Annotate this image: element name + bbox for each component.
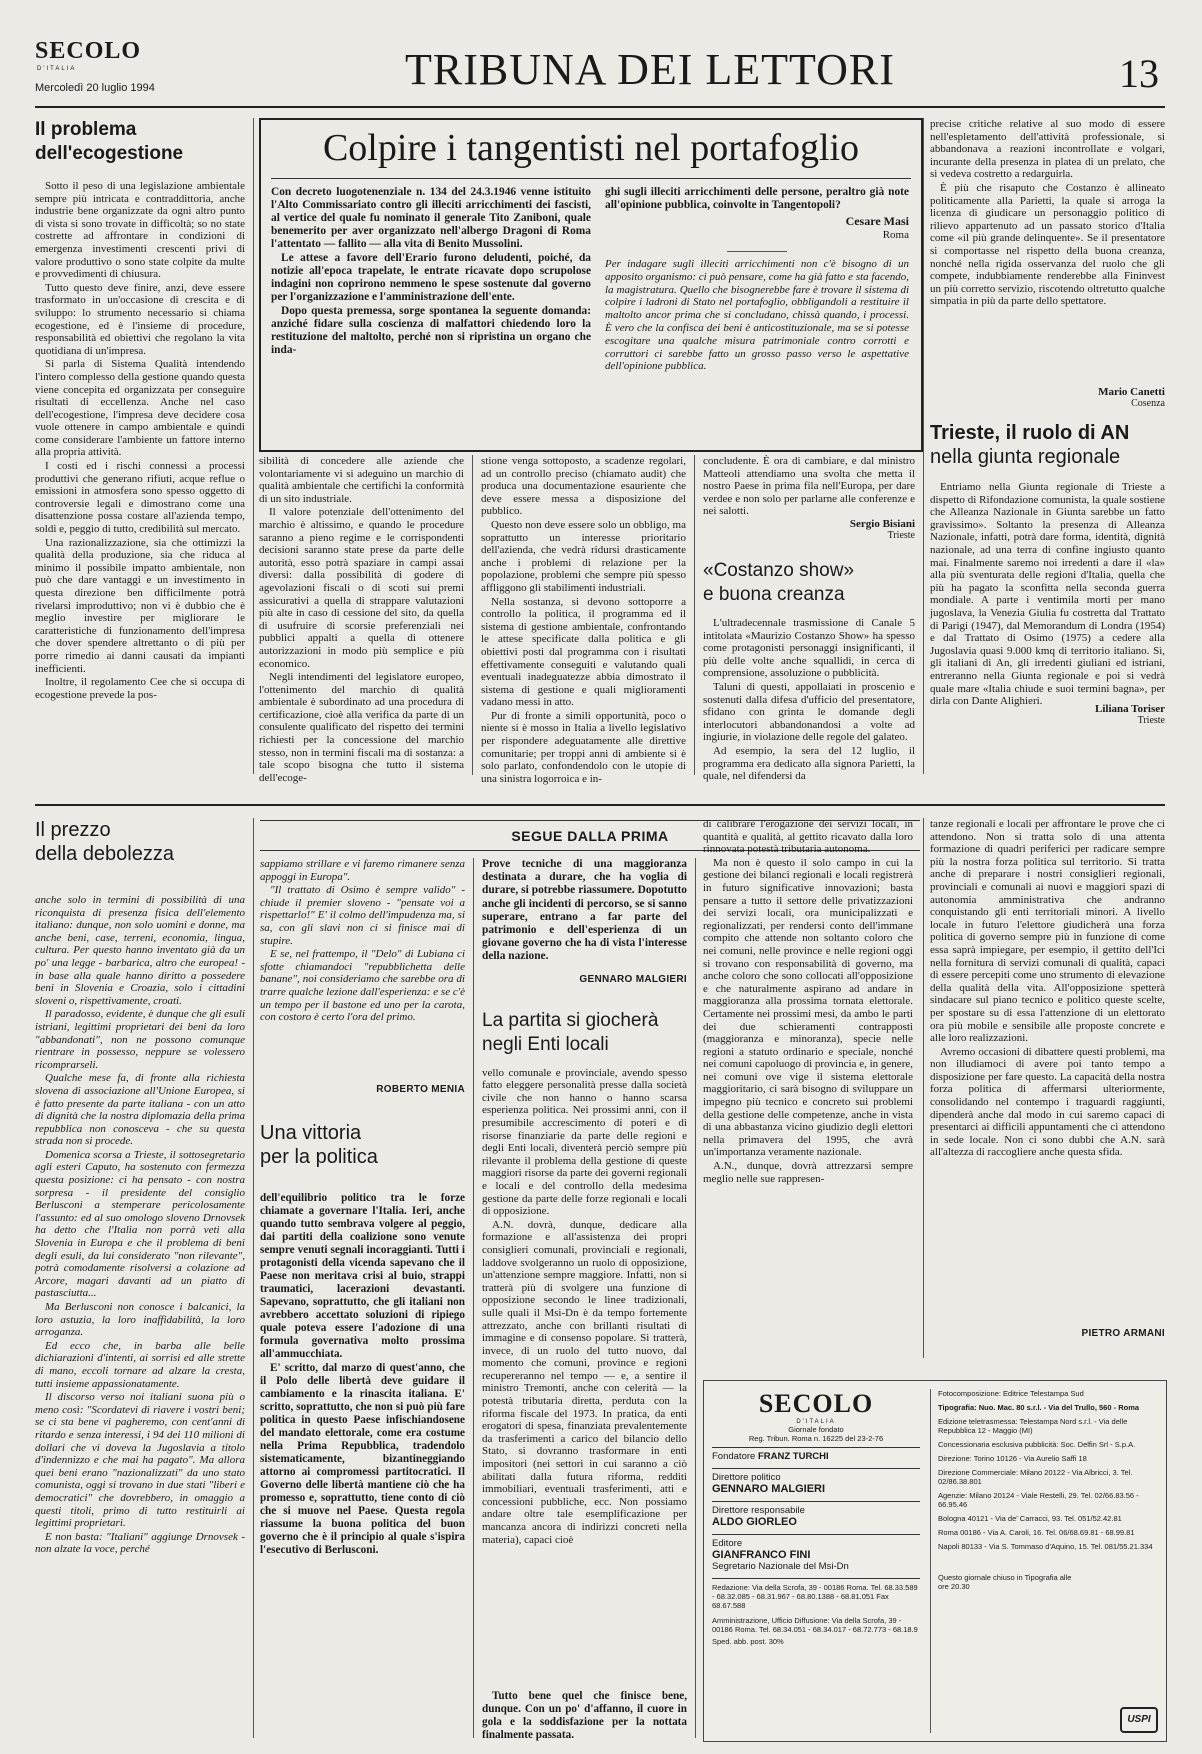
imprint-fondatore [712,1451,920,1462]
imprint-amministrazione: Amministrazione, Ufficio Diffusione: Via della Scrofa, 39 - 00186 Roma. Tel. 68.34.051 - 68.34.017 - 68.72.773 - 68.18.9 [712,1616,918,1634]
imprint-rule [712,1534,920,1535]
editore-label: Editore [712,1538,743,1549]
paragraph: È più che risaputo che Costanzo è allineato politicamente alla Parietti, la quale si arroga la licenza di giudicare un personaggio politico di rilievo appartenuto ad un passato storico d'Italia come «il più grande delinquente». Se il presentatore si comportasse nel rispetto della buona creanza, nonché nella rigida osservanza del ruolo che gli compete, indubbiamente renderebbe alla Fininvest un più corretto servizio, riscotendo oltretutto qualche simpatia in più da parte dello spettatore. [930,181,1165,308]
headline-enti-1: La partita si giocherà [482,1009,659,1031]
paragraph: E se, nel frattempo, il "Delo" di Lubiana ci sfotte chiamandoci "repubblichetta delle banane", noi consideriamo che sarebbe ora di trarre qualche lezione dall'esperienza: e se c'è un tempo per il bastone ed uno per la carota, con costoro è certo l'ora del primo. [260,948,465,1024]
column-rule [253,818,254,1738]
dir-resp-name: ALDO GIORLEO [712,1516,797,1528]
body-prove: Prove tecniche di una maggioranza destinata a durare, che ha voglia di durare, si potrebbe riassumere. Dopotutto anche gli incidenti di percorso, se si sanno superare, entrano a far parte del patrimonio e dell'esperienza di un giovane governo che ha di vista l'interesse della nazione. [482,858,687,963]
paragraph: Ma non è questo il solo campo in cui la gestione dei bilanci regionali e locali registrerà in futuro significative innovazioni; basta pensare a tutto il settore delle privatizzazioni dei servizi locali, ora municipalizzati e regionalizzati, per rendersi conto dell'immane compito che attende non soltanto coloro che nei comuni, nelle province e nelle regioni oggi si trovano con responsabilità di governo, ma anche coloro che sono collocati all'opposizione e che naturalmente aspirano ad andare in maggioranza alla prossima tornata elettorale. Certamente nei prossimi mesi, da ambo le parti dei due schieramenti contrapposti (maggioranza e minoranza), specie nelle regioni a statuto ordinario e speciale, nonché nei comuni capoluogo di provincia e, in genere, nei comuni ove vige il sistema elettorale maggioritario, ci sarà bisogno di sviluppare un impegno più tecnico e concreto sui problemi della gestione delle competenze, anche in vista di una abbastanza vicino giudizio degli elettori nella primavera del 1995, che avrà un'importanza veramente nazionale. [703,856,913,1159]
signature-toriser: Liliana Toriser [1095,703,1165,715]
column-enti [482,858,687,1743]
paragraph: Dopo questa premessa, sorge spontanea la seguente domanda: anziché fidare sulla coscienza di malfattori chiedendo loro la restituzione del maltolto, perché non si ripristina un organo che inda- [271,305,591,356]
imprint-rule [712,1578,920,1579]
paragraph: Qualche mese fa, di fronte alla richiesta slovena di associazione all'Unione Europea, si è fatto presente da parte italiana - con un atto di dignità che la nostra diplomazia della prima repubblica non conosceva - che su questa strada non si procede. [35,1072,245,1148]
paragraph: Negli intendimenti del legislatore europeo, l'ottenimento del marchio di qualità ambientale è subordinato ad una procedura di certificazione, cioè alla verifica da parte di un consulente qualificato del rispetto dei termini richiesti per la concessione del marchio stesso, non in termini fiscali ma di sostanza: a tale scopo bisogna che tutto il sistema dell'ecoge- [259,671,464,784]
page-number: 13 [1119,51,1159,96]
lead-right: ghi sugli illeciti arricchimenti delle persone, peraltro già note all'opinione pubblica, coinvolte in Tangentopoli? [605,186,909,211]
paragraph: Sotto il peso di una legislazione ambientale sempre più intricata e contraddittoria, anche industrie bene organizzate da ogni altro punto di vista si sono trovate in difficoltà; so no state costrette ad affrontare in condizioni di emergenza investimenti crescenti privi di valore produttivo o sono state colpite da multe e provvedimenti di chiusura. [35,180,245,281]
paragraph: L'ultradecennale trasmissione di Canale 5 intitolata «Maurizio Costanzo Show» ha spesso come protagonisti personaggi insignificanti, il più delle volte anche squallidi, in cerca di comprensione, assoluzione o pubblicità. [703,616,915,680]
fondatore-label: Fondatore [712,1451,756,1462]
paragraph: sappiamo strillare e vi faremo rimanere senza appoggi in Europa". [260,858,465,883]
dir-resp-label: Direttore responsabile [712,1505,805,1516]
paragraph: Il paradosso, evidente, è dunque che gli esuli istriani, legittimi proprietari dei beni da loro "abbandonati", non ne possono comunque rientrare in possesso, neppure se volessero ricomprarseli. [35,1008,245,1071]
paragraph: di calibrare l'erogazione dei servizi locali, in quantità e qualità, al gettito ricavato dalla loro rinnovata potestà tributaria autonoma. [703,818,913,856]
city-trieste-2: Trieste [1137,715,1165,726]
section-divider [35,804,1165,806]
headline-vittoria-2: per la politica [260,1146,378,1168]
paragraph: Una razionalizzazione, sia che ottimizzi la qualità della produzione, sia che riduca al minimo il possibile impatto ambientale, non può che dare vantaggi e un investimento in questa direzione ben difficilmente potrà rivelarsi improduttivo; non vi è dubbio che è meglio investire per migliorare le caratteristiche di funzionamento dell'impresa che dover spendere altrettanto o di più per porre rimedio ai danni causati da impianti inefficienti. [35,536,245,675]
issue-date: Mercoledì 20 luglio 1994 [35,82,155,94]
paragraph: Il discorso verso noi italiani suona più o meno così: "Scordatevi di riavere i vostri beni; se ci sta bene vi pagheremo, con cent'anni di ritardo e senza interessi, i 94 dei 110 milioni di dollari che vi doveva la Jugoslavia a titolo d'indennizzo e che mai ha pagato". Ma allora quei beni erano "nazionalizzati" da uno stato comunista, oggi si trovano in due stati "liberi e democratici" che dovrebbero, in omaggio a questi titoli, primo di tutto restituirli ai legittimi proprietari. [35,1391,245,1530]
headline-trieste-1: Trieste, il ruolo di AN [930,422,1130,444]
column-rule [695,858,696,1738]
headline-costanzo-1: «Costanzo show» [703,559,855,581]
paragraph: Con decreto luogotenenziale n. 134 del 24.3.1946 venne istituito l'Alto Commissariato contro gli illeciti arricchimenti dei fascisti, al vertice del quale fu nominato il generale Tito Zaniboni, quale benemerito per aver organizzato nell'albergo Dragoni di Roma l'attentato — fallito — alla vita di Benito Mussolini. [271,186,591,250]
masthead-logo: SECOLO [35,38,142,64]
column-rule [694,455,695,775]
paragraph: vello comunale e provinciale, avendo spesso fatto eleggere personalità presse dalla società civile che non hanno o hanno scarsa esperienza politica. Nei prossimi anni, con il presumibile accrescimento di poteri e di risorse finanziarie da parte delle regioni e degli Enti locali, diventerà perciò sempre più rilevante il problema della gestione di queste maggiori risorse da parte dei governi regionali e locali e del controllo della medesima gestione da parte delle forze regionali e locali di opposizione. [482,1066,687,1218]
paragraph: A.N., dunque, dovrà attrezzarsi sempre meglio nelle sue rappresen- [703,1160,913,1185]
article-trieste-column [930,118,1165,778]
paragraph: Inoltre, il regolamento Cee che si occupa di ecogestione prevede la pos- [35,676,245,701]
lead-left [271,186,591,444]
paragraph: Le attese a favore dell'Erario furono deludenti, poiché, da notizie all'epoca trapelate, le entrate ricavate dopo scrupolose indagini non coprirono nemmeno le spese sostenute dal governo per l'organizzazione e l'amministrazione dell'ente. [271,252,591,303]
ecogestione-cont-1 [259,455,464,784]
headline-tangentisti: Colpire i tangentisti nel portafoglio [322,127,860,169]
paragraph: "Il trattato di Osimo è sempre valido" - chiude il premier sloveno - "pensate voi a rispettarlo!" E' il colmo dell'impudenza ma, si sa, con gli slavi non ci si finisce mai di stupire. [260,884,465,947]
imprint-line: Fotocomposizione: Editrice Telestampa Sud [938,1389,1084,1398]
segue-label: SEGUE DALLA PRIMA [511,828,669,844]
imprint-rule [712,1468,920,1469]
imprint-redazione: Redazione: Via della Scrofa, 39 - 00186 Roma. Tel. 68.33.589 - 68.32.085 - 68.31.967 - 68.80.1388 - 68.81.051 Fax 68.67.588 [712,1583,918,1610]
signature-masi: Cesare Masi [845,214,909,228]
dir-pol-label: Direttore politico [712,1472,781,1483]
paragraph: Avremo occasioni di dibattere questi problemi, ma non illudiamoci di avere poi tanto tempo a disposizione per fare questo. La capacità della nostra forza politica di affermarsi ulteriormente, consolidando nel contempo i traguardi raggiunti, dipenderà anche dal modo in cui saremo capaci di presentarci ai difficili appuntamenti che ci attendono in sede locale. Non ci sono dubbi che A.N. sarà all'altezza di raccogliere anche questa sfida. [930,1045,1165,1159]
headline-ecogestione-2: dell'ecogestione [35,143,184,164]
imprint-reg: Reg. Tribun. Roma n. 16225 del 23-2-76 [748,1434,884,1443]
paragraph: E non basta: "Italiani" aggiunge Drnovsek - non alzate la voce, perché [35,1530,245,1556]
imprint-logo-sub: D'ITALIA [796,1419,836,1425]
imprint-line: Bologna 40121 - Via de' Carracci, 93. Tel. 051/52.42.81 [938,1514,1122,1523]
body-enti [482,1067,687,1647]
headline-trieste-2: nella giunta regionale [930,446,1121,468]
article-ecogestione [35,118,245,778]
imprint-box [703,1380,1167,1742]
paragraph: I costi ed i rischi connessi a processi produttivi che generano rifiuti, acque reflue o emissioni in atmosfera sono spesso oggetto di controversie legali e dimostrano come una disattenzione possa costare all'azienda tempo, soldi e, peggio di tutto, credibilità sul mercato. [35,460,245,536]
paragraph: Il valore potenziale dell'ottenimento del marchio è altissimo, e quando le procedure saranno a pieno regime e le corrispondenti decisioni saranno state prese da parte delle autorità, esso potrà spaziare in campi assai diversi: dalla possibilità di godere di agevolazioni fiscali o di scoti sui premi assicurativi a quella di strappare valutazioni più alte in caso di cessione del sito, da quella di usufruire di scorsie preferenziali nei pubblici appalti a quella di ottenere autorizzazioni in modo più semplice e più economico. [259,506,464,670]
imprint-line: Agenzie: Milano 20124 - Viale Restelli, 29. Tel. 02/66.83.56 - 66.95.46 [938,1491,1139,1509]
column-rule [923,818,924,1358]
column-rule [253,118,254,774]
imprint-rule [712,1501,920,1502]
paragraph: Ad esempio, la sera del 12 luglio, il programma era dedicato alla signora Parietti, la quale, nel difendersi da [703,744,915,783]
signature-canetti: Mario Canetti [1098,386,1165,398]
headline-debolezza-2: della debolezza [35,843,174,865]
paragraph: dell'equilibrio politico tra le forze chiamate a governare l'Italia. Ieri, anche quando tutto sembrava volgere al peggio, dai partiti della coalizione sono venute sempre venuti segnali incoraggianti. Tutti i protagonisti della vicenda sapevano che il Paese non meritava crisi al buio, strappi traumatici, lacerazioni devastanti. Sapevano, soprattutto, che gli italiani non avrebbero accettato soluzioni di ripiego quale poteva essere l'adozione di una formula governativa molto prossima all'ammucchiata. [260,1192,465,1360]
article-costanzo-column [703,455,915,783]
imprint-line: Napoli 80133 - Via S. Tommaso d'Aquino, 15. Tel. 081/55.21.334 [938,1542,1153,1551]
body-vittoria-2 [482,1690,687,1740]
body-armani [930,818,1165,1328]
ecogestione-conclusion: concludente. È ora di cambiare, e dal ministro Matteoli attendiamo una svolta che metta il nostro Paese in prima fila nell'Europa, per dare verdee e non solo per parlarne alle conferenze e nei salotti. [703,455,915,518]
paragraph: precise critiche relative al suo modo di essere nell'espletamento dell'attività professionale, si abbandonava a reazioni incontrollate e volgari, incurante della presenza in platea di un prelato, che si vedeva costretto a redarguirla. [930,118,1165,181]
signature-bisiani: Sergio Bisiani [849,517,915,530]
paragraph: Ed ecco che, in barba alle belle dichiarazioni d'intenti, ai sorrisi ed alle strette di mano, eccoli tornare ad alzare la cresta, tutti insieme appassionatamente. [35,1339,245,1390]
paragraph: Nella sostanza, si devono sottoporre a controllo la politica, il programma ed il sistema di gestione ambientale, confrontando le attese specificate dalla politica e gli obiettivi posti dal programma con i risultati effettivamente conseguiti e valutando quali eventuali inadeguatezze abbia dimostrato il sistema di gestione e quali miglioramenti vadano messi in atto. [481,595,686,709]
city-cosenza: Cosenza [1131,398,1165,409]
editor-reply: Per indagare sugli illeciti arricchimenti non c'è bisogno di un apposito organismo: ci può pensare, come ha già fatto e sta facendo, la magistratura. Quello che bisognerebbe fare è trovare il sistema di colpire i ladroni di Stato nel portafoglio, obbligandoli a restituire il maltolto ancor prima che si concludano, chissà quando, i processi. È vero che la confisca dei beni è anticostituzionale, ma se si potesse escogitare una qualche misura patrimoniale contro corrotti e corruttori ci sarebbe fatto un grosso passo verso le aspettative dell'opinione pubblica. [605,258,909,373]
imprint-line: Direzione: Torino 10126 - Via Aurelio Saffi 18 [938,1454,1087,1463]
article-debolezza [35,818,245,1743]
body-trieste: Entriamo nella Giunta regionale di Trieste a dispetto di Rifondazione comunista, la quale sostiene che Alleanza Nazionale in Giunta sarebbe un fatto gravissimo». Soltanto la presenza di Alleanza Nazionale, infatti, potrà dare forma, identità, dignità nazionale, ad una terra di confine ingiusto quanto mai. Finalmente saremo noi irredenti a dare il «la» alla più sventurata delle regioni d'Italia, quella che più ha pagato la sconfitta nella seconda guerra mondiale. A parte i ventimila morti per mano jugoslava, la Venezia Giulia fu costretta dal Trattato di Parigi (1947), dal Memorandum di Londra (1954) e dal Trattato di Osimo (1975) a cedere alla Jugoslavia quasi 9.000 kmq di territorio italiano. Sì, gli italiani di An, gli irredenti giuliani ed istriani, entreranno nella Giunta regionale e poi si vedrà quale mare «Italia chiude e suoi termini bagna», per dirla con Dante Alighieri. [930,481,1165,708]
signature-armani: PIETRO ARMANI [1081,1328,1165,1339]
ecogestione-cont-2 [481,455,686,785]
paragraph: Si parla di Sistema Qualità intendendo l'intero complesso della gestione quando questa viene concepita ed organizzata per conseguire risultati di eccellenza. Anche nel caso dell'ecogestione, l'impresa deve decidere cosa vuole ottenere in campo ambientale e quindi come considerare l'ambiente un fattore interno alla propria attività. [35,358,245,459]
paragraph: Taluni di questi, appollaiati in proscenio e sostenuti dalla difesa d'ufficio del presentatore, sfidano con grinta le domande degli interlocutori abbandonandosi a volte ad ingiurie, in violazione delle regole del galateo. [703,680,915,744]
city-trieste: Trieste [887,529,915,541]
imprint-rule [712,1447,920,1448]
editore-role: Segretario Nazionale del Msi-Dn [712,1561,849,1572]
paragraph: E' scritto, dal marzo di quest'anno, che il Polo delle libertà deve guidare il cambiamento e la rinascita italiana. E' scritto, soprattutto, che non si può più fare politica in questo Paese infischiandosene del mandato elettorale, come era costume nella Prima Repubblica, tradendolo sistematicamente, bizantineggiando attorno ai compromessi partitocratici. Il Governo delle libertà mantiene ciò che ha promesso e, soprattutto, tiene conto di ciò che si muove nel Paese. Questa regola riassume la buona politica del buon governo che è il principio al quale s'ispira l'esecutivo di Berlusconi. [260,1362,465,1556]
imprint-rule-v [930,1389,931,1733]
imprint-line: Direzione Commerciale: Milano 20122 - Via Albricci, 3. Tel. 02/86.38.801 [938,1468,1133,1486]
body-debolezza-cont [260,858,465,1084]
body-costanzo [703,616,915,783]
headline-ecogestione-1: Il problema [35,119,137,140]
imprint-line: Tipografia: Nuo. Mac. 80 s.r.l. - Via del Trullo, 560 - Roma [938,1403,1140,1412]
title-rule [271,178,911,179]
body-debolezza [35,894,245,1744]
dir-pol-name: GENNARO MALGIERI [712,1483,826,1495]
paragraph: Questo non deve essere solo un obbligo, ma soprattutto un interesse prioritario dell'azienda, che vedrà ridursi drasticamente anche i problemi di relazione per la popolazione, problemi che sempre più spesso affliggono gli stabilimenti industriali. [481,518,686,594]
column-rule [473,858,474,1738]
reply-rule [727,251,787,252]
body-enti-cont [703,818,913,1378]
paragraph: sibilità di concedere alle aziende che volontariamente vi si adeguino un marchio di qualità ambientale che certifichi la conformità di un sito industriale. [259,455,464,505]
imprint-line: Roma 00186 - Via A. Caroli, 16. Tel. 06/68.69.81 - 68.99.81 [938,1528,1135,1537]
paragraph: Pur di fronte a simili opportunità, poco o niente si è mosso in Italia a livello legislativo per rispondere adeguatamente alle direttive comunitarie; per troppi anni di ambiente si è solo parlato, confondendolo con le utopie di una sinistra logorroica e in- [481,709,686,785]
imprint-logo: SECOLO [758,1389,874,1418]
section-title: TRIBUNA DEI LETTORI [405,45,895,94]
signature-menia: ROBERTO MENIA [376,1084,465,1095]
masthead-logo-sub: D'ITALIA [37,66,77,72]
masthead [35,34,1165,104]
city-roma: Roma [882,229,909,241]
headline-enti-2: negli Enti locali [482,1033,609,1055]
headline-debolezza-1: Il prezzo [35,819,111,841]
uspi-badge: USPI [1120,1707,1158,1733]
imprint-line: Concessionaria esclusiva pubblicità: Soc. Delfin Srl - S.p.A. [938,1440,1136,1449]
body-costanzo-cont [930,118,1165,386]
paragraph: anche solo in termini di possibilità di una riconquista di presenza fisica dell'elemento italiano: dunque, non solo uomini e donne, ma anche beni, case, terreni, economia, lingua, cultura. Per questo hanno inventato già da un po' una legge - barbarica, altro che europea! - in base alla quale hanno diritto a possedere beni in Slovenia e Croazia, solo i cittadini sloveni o, rispettivamente, croati. [35,894,245,1007]
imprint-spedizione: Sped. abb. post. 30% [712,1637,784,1646]
paragraph: Domenica scorsa a Trieste, il sottosegretario agli esteri Caputo, ha sostenuto con fermezza questa posizione: ci ha pensato - con nostra sorpresa - il presidente del consiglio Berlusconi a stemperare pericolosamente l'assunto: ed al suo omologo sloveno Drnovsek ha detto che l'Italia non porrà veti alla Slovenia in Europa e che il problema di beni degli esuli, da lui considerato "non rilevante", potrà comodamente risolversi a colazione ad Arcore, magari davanti ad un piatto di pastasciutta... [35,1148,245,1300]
paragraph: tanze regionali e locali per affrontare le prove che ci attendono. Non si tratta solo di una attenta formazione di quadri periferici per radicare sempre più la nostra forza politica sul territorio. Si tratta anche di preparare i nostri consiglieri regionali, provinciali e comunali ai nuovi e maggiori spazi di autonomia amministrativa che andranno conquistando gli enti territoriali minori. A livello locale in futuro l'elettore giudicherà una forza politica di governo sempre più in funzione di come essa saprà impiegare, per esempio, il gettito dell'Ici nella fornitura di servizi comunali di qualità, capaci di essere percepiti come uno strumento di elevazione della qualità della vita. All'opposizione spetterà sindacare sul piano tecnico e politico queste scelte, per spostare su di essa l'attenzione di un elettorato ora più mobile e sensibile alle proposte concrete e alle loro realizzazioni. [930,818,1165,1045]
imprint-subtitle: Giornale fondato [788,1425,844,1434]
headline-costanzo-2: e buona creanza [703,583,845,605]
fondatore-name: FRANZ TURCHI [757,1451,829,1462]
column-armani [930,818,1165,1363]
imprint-left [712,1389,920,1646]
column-rule [923,118,924,774]
body-ecogestione [35,180,245,772]
lead-right-block [605,186,909,420]
editore-name: GIANFRANCO FINI [712,1549,811,1561]
paragraph: Tutto bene quel che finisce bene, dunque. Con un po' d'affanno, il cuore in gola e la soddisfazione per la nottata finalmente passata. [482,1690,687,1741]
signature-malgieri: GENNARO MALGIERI [579,973,687,985]
headline-vittoria-1: Una vittoria [260,1122,362,1144]
masthead-rule [35,106,1165,108]
paragraph: A.N. dovrà, dunque, dedicare alla formazione e all'assistenza dei propri consiglieri comunali, provinciali e regionali, laddove svolgeranno un ruolo di opposizione, un'attenzione sempre maggiore. Infatti, non si tratterà più di svolgere una funzione di opposizione secondo le linee tradizionali, sulle quali il Msi-Dn è da tempo fortemente attrezzato, anche con brillanti risultati di immagine e di consenso popolare. Si tratterà, invece, di un ruolo del tutto nuovo, dal momento che comuni, province e regioni recupereranno nel tempo — e, a sentire il ministro Tremonti, anche con celerità — la potestà tributaria diretta, perduta con la riforma fiscale del 1973. In pratica, da enti erogatori di spesa, finanziata prevalentemente da trasferimenti a carico del bilancio dello Stato, si dovranno trasformare in enti impositori (nei settori in cui saranno a ciò abilitati dalla futura riforma, redditi immobiliari, eventuali trasferimenti, atti e concessioni pubbliche, ecc. Non possiamo andare oltre tale esemplificazione per mancanza ancora di indirizzi concreti nella materia), capaci cioè [482,1218,687,1546]
imprint-right [938,1389,1158,1591]
column-rule [472,455,473,775]
imprint-line: Questo giornale chiuso in Tipografia alle ore 20.30 [938,1573,1072,1591]
imprint-line: Edizione teletrasmessa: Telestampa Nord s.r.l. - Via delle Repubblica 12 - Maggio (MI) [938,1417,1128,1435]
paragraph: Ma Berlusconi non conosce i balcanici, la loro astuzia, la loro inaffidabilità, la loro arroganza. [35,1301,245,1339]
paragraph: stione venga sottoposto, a scadenze regolari, ad un controllo preciso (chiamato audit) che produca una documentazione esauriente che deve essere messa a disposizione del pubblico. [481,455,686,518]
body-vittoria-1 [260,1192,465,1737]
paragraph: Tutto questo deve finire, anzi, deve essere trasformato in un'occasione di crescita e di sviluppo: lo strumento necessario si chiama ecogestione, ed è l'insieme di procedure, responsabilità ed obiettivi che regolano la vita quotidiana di un'impresa. [35,281,245,357]
article-tangentisti [259,118,923,452]
